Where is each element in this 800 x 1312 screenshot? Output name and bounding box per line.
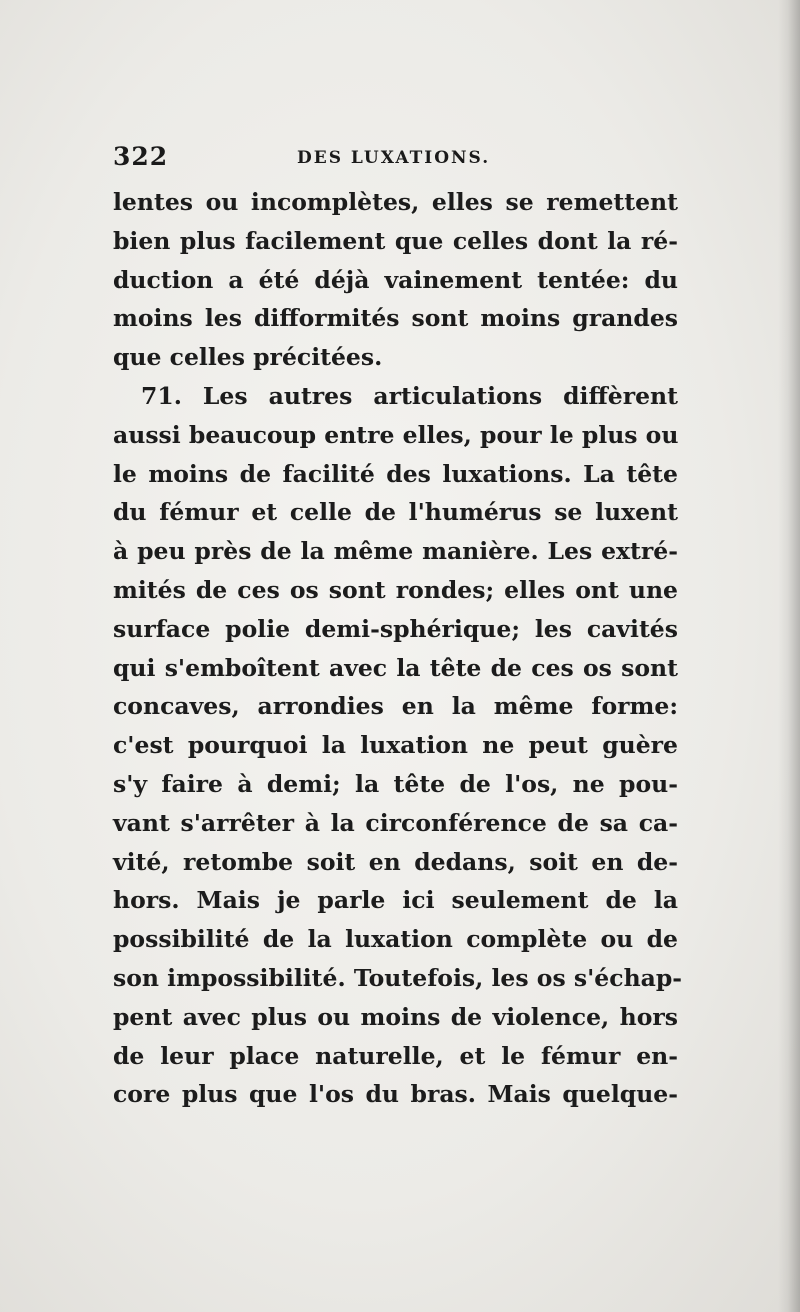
text-line: du fémur et celle de l'humérus se luxent bbox=[113, 498, 678, 527]
text-line: concaves, arrondies en la même forme: bbox=[113, 692, 678, 721]
text-line: mités de ces os sont rondes; elles ont une bbox=[113, 575, 678, 604]
text-line: moins les difformités sont moins grandes bbox=[113, 304, 678, 333]
text-line: core plus que l'os du bras. Mais quelque- bbox=[113, 1080, 678, 1109]
paragraph-start-line: 71. Les autres articulations diffèrent bbox=[141, 381, 678, 410]
text-line: vité, retombe soit en dedans, soit en de- bbox=[113, 847, 678, 876]
text-line: duction a été déjà vainement tentée: du bbox=[113, 265, 678, 294]
text-line: possibilité de la luxation complète ou de bbox=[113, 925, 678, 954]
running-title: DES LUXATIONS. bbox=[297, 148, 491, 168]
text-line: son impossibilité. Toutefois, les os s'échap- bbox=[113, 963, 683, 992]
body-text bbox=[113, 183, 683, 1114]
text-line: le moins de facilité des luxations. La tête bbox=[113, 459, 678, 488]
text-line: aussi beaucoup entre elles, pour le plus ou bbox=[113, 420, 679, 449]
text-line: vant s'arrêter à la circonférence de sa ca- bbox=[113, 808, 678, 837]
text-line: lentes ou incomplètes, elles se remettent bbox=[113, 188, 678, 216]
text-line: surface polie demi-sphérique; les cavités bbox=[113, 614, 678, 643]
text-line: qui s'emboîtent avec la tête de ces os sont bbox=[113, 653, 678, 682]
text-line: pent avec plus ou moins de violence, hors bbox=[113, 1002, 678, 1031]
text-line: à peu près de la même manière. Les extré- bbox=[113, 537, 678, 566]
page-number: 322 bbox=[113, 142, 169, 171]
text-line: que celles précitées. bbox=[113, 343, 383, 372]
text-line: c'est pourquoi la luxation ne peut guère bbox=[113, 731, 678, 760]
text-line: s'y faire à demi; la tête de l'os, ne pou- bbox=[113, 769, 678, 798]
text-line: de leur place naturelle, et le fémur en- bbox=[113, 1041, 678, 1070]
page-header bbox=[113, 142, 698, 178]
page-edge-shadow bbox=[778, 0, 800, 1312]
text-line: hors. Mais je parle ici seulement de la bbox=[113, 886, 678, 915]
text-line: bien plus facilement que celles dont la ré- bbox=[113, 226, 678, 255]
